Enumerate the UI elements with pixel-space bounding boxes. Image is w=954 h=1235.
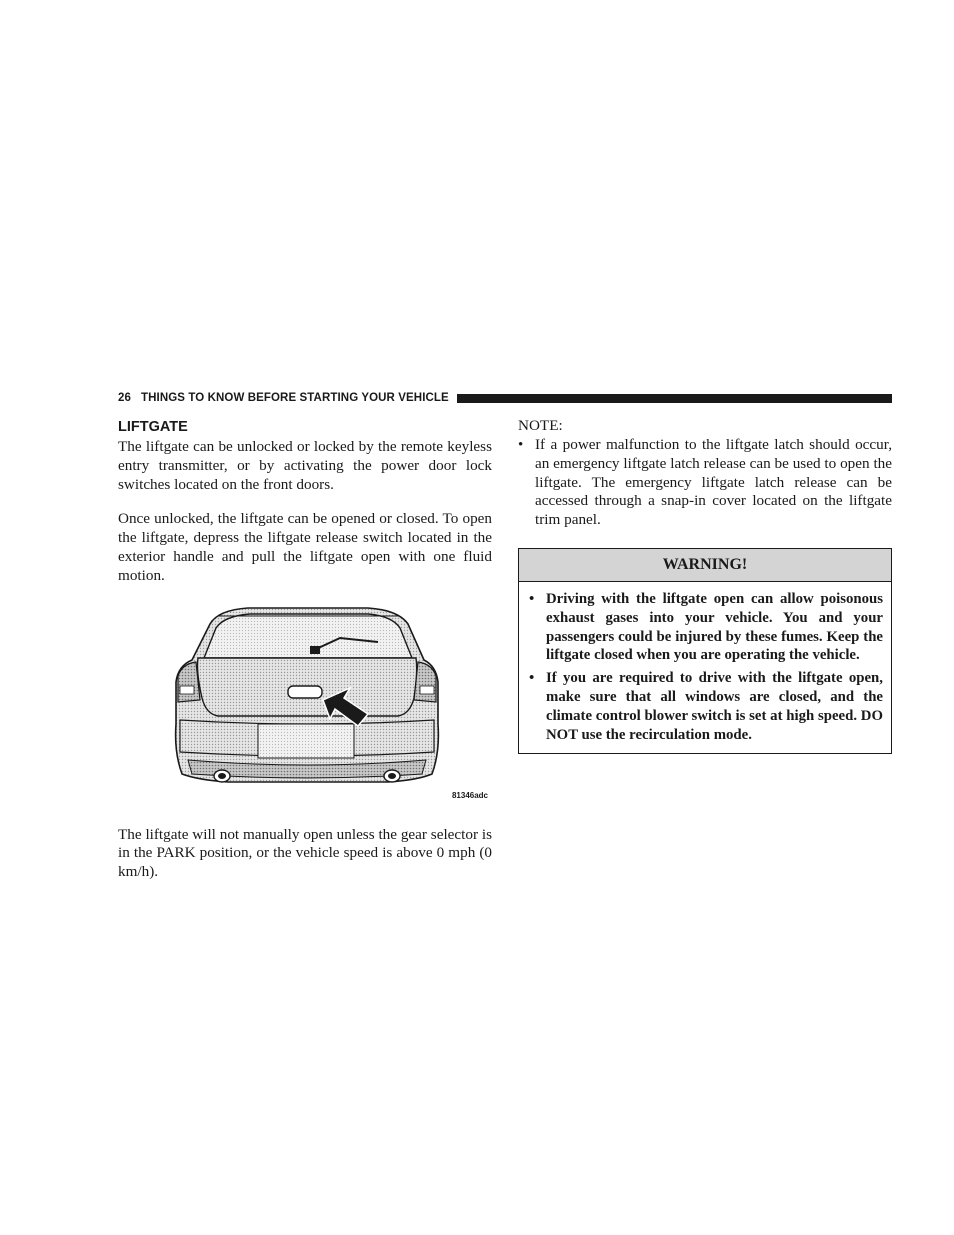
note-text: If a power malfunction to the liftgate latch should occur, an emergency liftgate latch release can be used to open the liftgate. The emergency liftgate latch release can be accessed through a snap-in cover located on the liftgate trim panel. — [535, 436, 892, 529]
figure-id: 81346adc — [451, 790, 488, 800]
bullet-icon: • — [518, 437, 524, 453]
vehicle-rear-drawing — [118, 602, 492, 812]
bullet-icon: • — [529, 670, 535, 687]
paragraph-remote-entry: The liftgate can be unlocked or locked by the remote keyless entry transmitter, or by activating the power door lock switches located on the front doors. — [118, 438, 492, 493]
warning-item — [529, 669, 883, 744]
page-number: 26 — [118, 392, 131, 404]
warning-box — [518, 548, 892, 754]
section-title: THINGS TO KNOW BEFORE STARTING YOUR VEHICLE — [141, 392, 449, 404]
paragraph-park-requirement: The liftgate will not manually open unless the gear selector is in the PARK position, or the vehicle speed is above 0 mph (0 km/h). — [118, 825, 492, 881]
page-header — [118, 389, 892, 407]
warning-title: WARNING! — [519, 549, 891, 582]
liftgate-illustration — [118, 602, 492, 812]
header-rule — [457, 394, 892, 403]
left-column — [118, 417, 492, 898]
warning-item — [529, 590, 883, 665]
warning-item-text: Driving with the liftgate open can allow poisonous exhaust gases into your vehicle. You and your passengers could be injured by these fumes. Keep the liftgate closed when you are operating the vehicle. — [546, 591, 883, 664]
warning-item-text: If you are required to drive with the liftgate open, make sure that all windows are closed, and the climate control blower switch is set at high speed. DO NOT use the recirculation mode. — [546, 670, 883, 743]
right-column — [518, 417, 892, 530]
paragraph-open-liftgate: Once unlocked, the liftgate can be opened or closed. To open the liftgate, depress the liftgate release switch located in the exterior handle and pull the liftgate open with one fluid motion. — [118, 510, 492, 584]
warning-body — [519, 582, 891, 753]
note-heading: NOTE: — [518, 417, 563, 434]
liftgate-heading: LIFTGATE — [118, 419, 188, 435]
note-bullet — [518, 436, 892, 530]
bullet-icon: • — [529, 591, 535, 607]
